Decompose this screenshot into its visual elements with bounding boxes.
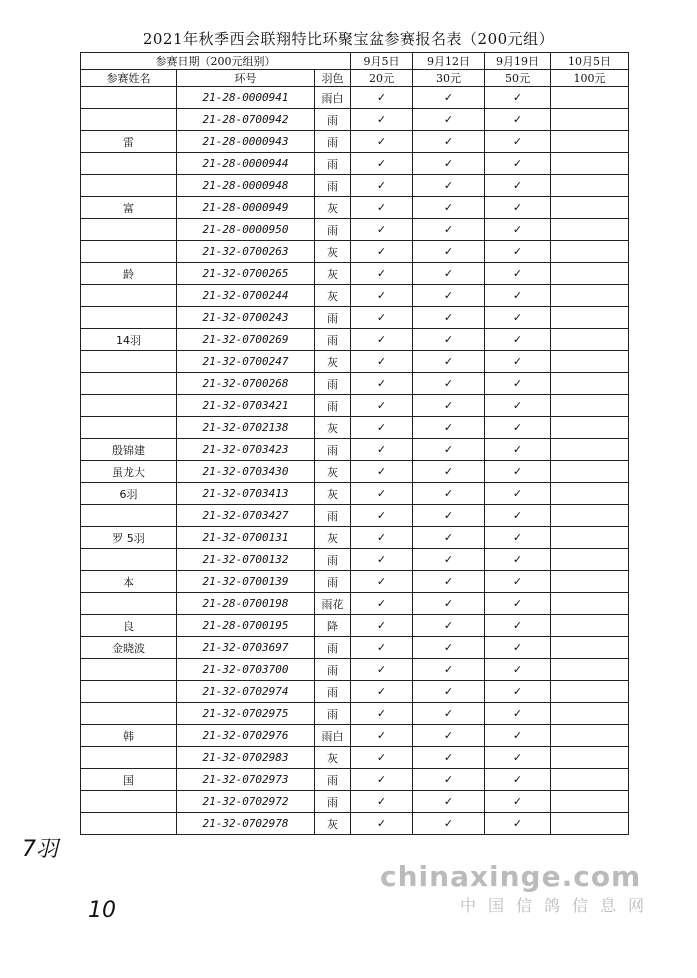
check-mark-sep12: ✓ <box>413 615 485 637</box>
check-mark-sep5: ✓ <box>351 175 413 197</box>
check-mark-sep12: ✓ <box>413 725 485 747</box>
ring-number: 21-28-0000944 <box>177 153 315 175</box>
check-mark-sep5: ✓ <box>351 263 413 285</box>
ring-number: 21-32-0703700 <box>177 659 315 681</box>
participant-name: 韩 <box>81 725 177 747</box>
participant-name: 虽龙大 <box>81 461 177 483</box>
check-mark-oct5 <box>551 483 629 505</box>
check-mark-sep12: ✓ <box>413 373 485 395</box>
participant-name: 殷锦建 <box>81 439 177 461</box>
ring-number: 21-32-0703421 <box>177 395 315 417</box>
table-row <box>81 571 629 593</box>
watermark-domain: chinaxinge.com <box>380 860 642 893</box>
check-mark-sep19: ✓ <box>485 505 551 527</box>
feather-color: 雨 <box>315 219 351 241</box>
check-mark-sep5: ✓ <box>351 791 413 813</box>
check-mark-sep5: ✓ <box>351 813 413 835</box>
table-row <box>81 241 629 263</box>
check-mark-sep19: ✓ <box>485 461 551 483</box>
check-mark-sep19: ✓ <box>485 483 551 505</box>
check-mark-sep5: ✓ <box>351 505 413 527</box>
check-mark-sep19: ✓ <box>485 197 551 219</box>
ring-number: 21-32-0700268 <box>177 373 315 395</box>
check-mark-sep12: ✓ <box>413 747 485 769</box>
ring-number: 21-28-0000949 <box>177 197 315 219</box>
participant-name <box>81 417 177 439</box>
check-mark-sep5: ✓ <box>351 681 413 703</box>
check-mark-sep12: ✓ <box>413 197 485 219</box>
name-col-header: 参赛姓名 <box>81 70 177 87</box>
ring-number: 21-32-0700265 <box>177 263 315 285</box>
check-mark-sep19: ✓ <box>485 307 551 329</box>
table-row <box>81 87 629 109</box>
feather-color: 雨 <box>315 175 351 197</box>
ring-number: 21-32-0700269 <box>177 329 315 351</box>
check-mark-oct5 <box>551 307 629 329</box>
check-mark-sep19: ✓ <box>485 175 551 197</box>
check-mark-sep19: ✓ <box>485 681 551 703</box>
check-mark-sep19: ✓ <box>485 637 551 659</box>
feather-color: 雨 <box>315 791 351 813</box>
ring-number: 21-28-0000943 <box>177 131 315 153</box>
check-mark-sep5: ✓ <box>351 307 413 329</box>
participant-name <box>81 593 177 615</box>
table-body <box>81 87 629 835</box>
feather-color: 雨 <box>315 769 351 791</box>
feather-color: 雨 <box>315 395 351 417</box>
check-mark-sep12: ✓ <box>413 241 485 263</box>
table-row <box>81 417 629 439</box>
check-mark-sep19: ✓ <box>485 373 551 395</box>
check-mark-oct5 <box>551 241 629 263</box>
check-mark-sep19: ✓ <box>485 527 551 549</box>
participant-name <box>81 813 177 835</box>
table-row <box>81 769 629 791</box>
check-mark-sep19: ✓ <box>485 395 551 417</box>
ring-number: 21-28-0000941 <box>177 87 315 109</box>
ring-number: 21-28-0700195 <box>177 615 315 637</box>
participant-name <box>81 175 177 197</box>
check-mark-sep19: ✓ <box>485 131 551 153</box>
table-row <box>81 131 629 153</box>
check-mark-sep5: ✓ <box>351 329 413 351</box>
check-mark-sep19: ✓ <box>485 241 551 263</box>
check-mark-sep12: ✓ <box>413 527 485 549</box>
margin-note-number: 10 <box>88 898 116 923</box>
table-row <box>81 153 629 175</box>
check-mark-sep5: ✓ <box>351 659 413 681</box>
check-mark-sep12: ✓ <box>413 549 485 571</box>
table-row <box>81 791 629 813</box>
check-mark-sep12: ✓ <box>413 505 485 527</box>
participant-name: 富 <box>81 197 177 219</box>
table-row <box>81 527 629 549</box>
check-mark-sep12: ✓ <box>413 285 485 307</box>
table-row <box>81 263 629 285</box>
check-mark-oct5 <box>551 769 629 791</box>
table-row <box>81 109 629 131</box>
fee-col-3: 50元 <box>485 70 551 87</box>
feather-color: 降 <box>315 615 351 637</box>
ring-number: 21-32-0700263 <box>177 241 315 263</box>
check-mark-sep12: ✓ <box>413 417 485 439</box>
check-mark-sep19: ✓ <box>485 791 551 813</box>
participant-name <box>81 285 177 307</box>
check-mark-sep19: ✓ <box>485 285 551 307</box>
check-mark-sep19: ✓ <box>485 439 551 461</box>
watermark <box>380 860 656 916</box>
participant-name: 本 <box>81 571 177 593</box>
check-mark-sep5: ✓ <box>351 285 413 307</box>
date-col-2: 9月12日 <box>413 53 485 70</box>
participant-name: 龄 <box>81 263 177 285</box>
feather-color: 雨 <box>315 439 351 461</box>
ring-number: 21-32-0703430 <box>177 461 315 483</box>
ring-number: 21-32-0700247 <box>177 351 315 373</box>
check-mark-sep5: ✓ <box>351 747 413 769</box>
check-mark-sep12: ✓ <box>413 263 485 285</box>
table-row <box>81 725 629 747</box>
ring-number: 21-32-0702973 <box>177 769 315 791</box>
feather-color: 雨 <box>315 153 351 175</box>
feather-color: 灰 <box>315 417 351 439</box>
check-mark-sep12: ✓ <box>413 439 485 461</box>
ring-number: 21-32-0702978 <box>177 813 315 835</box>
ring-number: 21-32-0703413 <box>177 483 315 505</box>
ring-number: 21-32-0700243 <box>177 307 315 329</box>
check-mark-sep5: ✓ <box>351 87 413 109</box>
table-row <box>81 703 629 725</box>
header-row-dates <box>81 53 629 70</box>
check-mark-oct5 <box>551 505 629 527</box>
fee-col-1: 20元 <box>351 70 413 87</box>
feather-color: 灰 <box>315 285 351 307</box>
participant-name <box>81 791 177 813</box>
check-mark-sep12: ✓ <box>413 395 485 417</box>
check-mark-sep5: ✓ <box>351 417 413 439</box>
fee-col-2: 30元 <box>413 70 485 87</box>
table-row <box>81 505 629 527</box>
check-mark-sep19: ✓ <box>485 725 551 747</box>
ring-number: 21-32-0700244 <box>177 285 315 307</box>
participant-name <box>81 505 177 527</box>
feather-color: 雨 <box>315 109 351 131</box>
ring-number: 21-32-0702138 <box>177 417 315 439</box>
check-mark-oct5 <box>551 791 629 813</box>
participant-name <box>81 549 177 571</box>
check-mark-oct5 <box>551 813 629 835</box>
check-mark-sep19: ✓ <box>485 351 551 373</box>
feather-color: 雨 <box>315 549 351 571</box>
check-mark-sep5: ✓ <box>351 351 413 373</box>
check-mark-oct5 <box>551 285 629 307</box>
check-mark-oct5 <box>551 373 629 395</box>
check-mark-sep19: ✓ <box>485 109 551 131</box>
feather-color: 灰 <box>315 813 351 835</box>
ring-number: 21-32-0703427 <box>177 505 315 527</box>
check-mark-oct5 <box>551 109 629 131</box>
check-mark-oct5 <box>551 87 629 109</box>
check-mark-sep12: ✓ <box>413 791 485 813</box>
check-mark-oct5 <box>551 681 629 703</box>
feather-color: 雨 <box>315 703 351 725</box>
check-mark-sep12: ✓ <box>413 571 485 593</box>
ring-col-header: 环号 <box>177 70 315 87</box>
date-col-4: 10月5日 <box>551 53 629 70</box>
participant-name: 良 <box>81 615 177 637</box>
ring-number: 21-28-0000950 <box>177 219 315 241</box>
participant-name <box>81 681 177 703</box>
check-mark-sep19: ✓ <box>485 87 551 109</box>
check-mark-sep12: ✓ <box>413 483 485 505</box>
feather-color: 灰 <box>315 527 351 549</box>
table-row <box>81 175 629 197</box>
check-mark-sep19: ✓ <box>485 659 551 681</box>
check-mark-sep19: ✓ <box>485 747 551 769</box>
ring-number: 21-32-0703423 <box>177 439 315 461</box>
page-title: 2021年秋季西会联翔特比环聚宝盆参赛报名表（200元组） <box>142 30 555 48</box>
participant-name <box>81 241 177 263</box>
check-mark-sep19: ✓ <box>485 813 551 835</box>
check-mark-sep19: ✓ <box>485 571 551 593</box>
participant-name <box>81 395 177 417</box>
table-row <box>81 747 629 769</box>
check-mark-sep19: ✓ <box>485 153 551 175</box>
check-mark-sep5: ✓ <box>351 725 413 747</box>
participant-name: 金晓波 <box>81 637 177 659</box>
check-mark-oct5 <box>551 593 629 615</box>
check-mark-oct5 <box>551 329 629 351</box>
feather-color: 雨 <box>315 131 351 153</box>
check-mark-oct5 <box>551 351 629 373</box>
participant-name: 雷 <box>81 131 177 153</box>
table-row <box>81 681 629 703</box>
feather-color: 雨花 <box>315 593 351 615</box>
check-mark-oct5 <box>551 395 629 417</box>
check-mark-sep5: ✓ <box>351 527 413 549</box>
date-col-3: 9月19日 <box>485 53 551 70</box>
ring-number: 21-32-0702972 <box>177 791 315 813</box>
check-mark-sep19: ✓ <box>485 593 551 615</box>
fee-col-4: 100元 <box>551 70 629 87</box>
check-mark-sep5: ✓ <box>351 131 413 153</box>
participant-name <box>81 373 177 395</box>
feather-color: 雨 <box>315 373 351 395</box>
ring-number: 21-32-0702976 <box>177 725 315 747</box>
table-row <box>81 813 629 835</box>
feather-color: 雨 <box>315 307 351 329</box>
check-mark-sep5: ✓ <box>351 637 413 659</box>
check-mark-sep5: ✓ <box>351 219 413 241</box>
check-mark-sep12: ✓ <box>413 813 485 835</box>
ring-number: 21-28-0700198 <box>177 593 315 615</box>
check-mark-oct5 <box>551 659 629 681</box>
check-mark-sep19: ✓ <box>485 417 551 439</box>
check-mark-sep5: ✓ <box>351 241 413 263</box>
check-mark-sep5: ✓ <box>351 197 413 219</box>
check-mark-oct5 <box>551 549 629 571</box>
participant-name <box>81 87 177 109</box>
participant-name <box>81 219 177 241</box>
feather-color: 雨 <box>315 505 351 527</box>
participant-name: 14羽 <box>81 329 177 351</box>
participant-name <box>81 307 177 329</box>
watermark-site-name: 中国信鸽信息网 <box>460 896 657 915</box>
table-row <box>81 307 629 329</box>
check-mark-sep19: ✓ <box>485 219 551 241</box>
date-col-1: 9月5日 <box>351 53 413 70</box>
check-mark-oct5 <box>551 703 629 725</box>
check-mark-sep12: ✓ <box>413 593 485 615</box>
feather-color: 灰 <box>315 461 351 483</box>
check-mark-oct5 <box>551 197 629 219</box>
check-mark-sep5: ✓ <box>351 153 413 175</box>
check-mark-oct5 <box>551 131 629 153</box>
color-col-header: 羽色 <box>315 70 351 87</box>
check-mark-sep5: ✓ <box>351 549 413 571</box>
margin-note-count: 7羽 <box>22 837 58 862</box>
feather-color: 雨 <box>315 637 351 659</box>
check-mark-oct5 <box>551 417 629 439</box>
check-mark-sep5: ✓ <box>351 769 413 791</box>
participant-name <box>81 659 177 681</box>
feather-color: 灰 <box>315 351 351 373</box>
ring-number: 21-32-0702974 <box>177 681 315 703</box>
check-mark-sep19: ✓ <box>485 615 551 637</box>
ring-number: 21-32-0702975 <box>177 703 315 725</box>
table-row <box>81 285 629 307</box>
check-mark-oct5 <box>551 637 629 659</box>
check-mark-oct5 <box>551 461 629 483</box>
table-row <box>81 329 629 351</box>
check-mark-sep19: ✓ <box>485 263 551 285</box>
participant-name <box>81 351 177 373</box>
check-mark-sep5: ✓ <box>351 615 413 637</box>
check-mark-sep12: ✓ <box>413 461 485 483</box>
participant-name <box>81 747 177 769</box>
check-mark-sep5: ✓ <box>351 483 413 505</box>
check-mark-sep12: ✓ <box>413 219 485 241</box>
feather-color: 灰 <box>315 483 351 505</box>
check-mark-sep5: ✓ <box>351 109 413 131</box>
table-row <box>81 395 629 417</box>
table-row <box>81 351 629 373</box>
table-row <box>81 373 629 395</box>
feather-color: 灰 <box>315 747 351 769</box>
table-row <box>81 439 629 461</box>
table-row <box>81 659 629 681</box>
check-mark-sep19: ✓ <box>485 329 551 351</box>
participant-name: 6羽 <box>81 483 177 505</box>
participant-name <box>81 703 177 725</box>
check-mark-sep12: ✓ <box>413 351 485 373</box>
check-mark-oct5 <box>551 725 629 747</box>
check-mark-sep5: ✓ <box>351 593 413 615</box>
check-mark-oct5 <box>551 439 629 461</box>
table-row <box>81 637 629 659</box>
check-mark-oct5 <box>551 615 629 637</box>
table-row <box>81 593 629 615</box>
check-mark-oct5 <box>551 527 629 549</box>
check-mark-oct5 <box>551 219 629 241</box>
ring-number: 21-28-0000948 <box>177 175 315 197</box>
check-mark-oct5 <box>551 571 629 593</box>
check-mark-sep12: ✓ <box>413 703 485 725</box>
feather-color: 灰 <box>315 197 351 219</box>
ring-number: 21-32-0700139 <box>177 571 315 593</box>
check-mark-sep5: ✓ <box>351 461 413 483</box>
check-mark-sep12: ✓ <box>413 307 485 329</box>
feather-color: 雨 <box>315 681 351 703</box>
check-mark-sep12: ✓ <box>413 659 485 681</box>
feather-color: 灰 <box>315 241 351 263</box>
ring-number: 21-32-0703697 <box>177 637 315 659</box>
check-mark-oct5 <box>551 263 629 285</box>
check-mark-sep12: ✓ <box>413 329 485 351</box>
feather-color: 雨 <box>315 659 351 681</box>
feather-color: 雨 <box>315 329 351 351</box>
table-row <box>81 197 629 219</box>
check-mark-sep19: ✓ <box>485 549 551 571</box>
participant-name: 国 <box>81 769 177 791</box>
table-row <box>81 219 629 241</box>
check-mark-sep12: ✓ <box>413 769 485 791</box>
check-mark-sep12: ✓ <box>413 681 485 703</box>
check-mark-sep5: ✓ <box>351 439 413 461</box>
check-mark-sep19: ✓ <box>485 769 551 791</box>
check-mark-oct5 <box>551 175 629 197</box>
check-mark-sep5: ✓ <box>351 703 413 725</box>
participant-name <box>81 153 177 175</box>
feather-color: 灰 <box>315 263 351 285</box>
registration-table <box>80 52 629 835</box>
check-mark-sep19: ✓ <box>485 703 551 725</box>
check-mark-oct5 <box>551 153 629 175</box>
feather-color: 雨白 <box>315 725 351 747</box>
table-row <box>81 615 629 637</box>
participant-name: 罗 5羽 <box>81 527 177 549</box>
header-row-fees <box>81 70 629 87</box>
ring-number: 21-32-0700132 <box>177 549 315 571</box>
participant-name <box>81 109 177 131</box>
check-mark-sep12: ✓ <box>413 153 485 175</box>
check-mark-oct5 <box>551 747 629 769</box>
table-row <box>81 549 629 571</box>
ring-number: 21-28-0700942 <box>177 109 315 131</box>
check-mark-sep5: ✓ <box>351 395 413 417</box>
ring-number: 21-32-0702983 <box>177 747 315 769</box>
check-mark-sep12: ✓ <box>413 87 485 109</box>
feather-color: 雨 <box>315 571 351 593</box>
feather-color: 雨白 <box>315 87 351 109</box>
table-row <box>81 461 629 483</box>
check-mark-sep5: ✓ <box>351 571 413 593</box>
check-mark-sep12: ✓ <box>413 109 485 131</box>
ring-number: 21-32-0700131 <box>177 527 315 549</box>
check-mark-sep12: ✓ <box>413 131 485 153</box>
check-mark-sep12: ✓ <box>413 637 485 659</box>
table-row <box>81 483 629 505</box>
check-mark-sep12: ✓ <box>413 175 485 197</box>
check-mark-sep5: ✓ <box>351 373 413 395</box>
reg-date-label: 参赛日期（200元组别） <box>81 53 351 70</box>
